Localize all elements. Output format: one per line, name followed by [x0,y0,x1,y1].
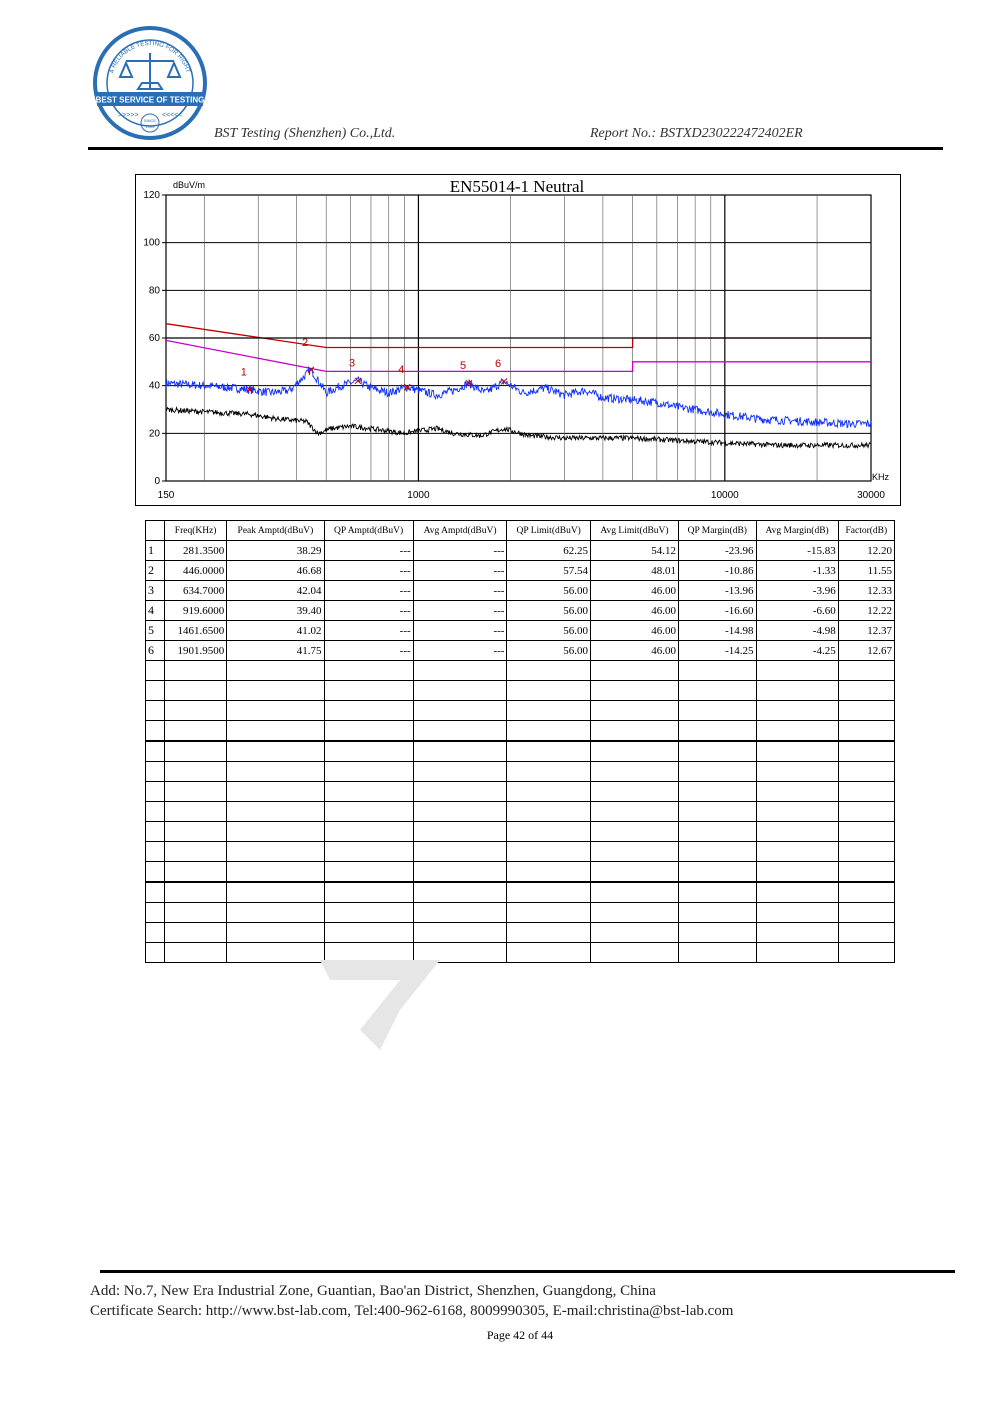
table-cell [838,701,894,721]
table-cell [165,741,227,762]
table-cell [324,681,413,701]
table-cell: 1 [146,541,165,561]
table-cell [324,741,413,762]
table-cell: 42.04 [227,581,324,601]
table-cell [324,782,413,802]
table-cell: -6.60 [756,601,838,621]
table-cell: --- [324,621,413,641]
table-cell: --- [413,621,507,641]
table-cell [838,802,894,822]
table-cell [756,842,838,862]
table-cell [324,762,413,782]
table-cell [838,862,894,883]
table-cell: 11.55 [838,561,894,581]
table-cell [165,822,227,842]
table-cell [324,802,413,822]
table-cell [507,842,590,862]
table-cell [756,903,838,923]
table-cell [590,741,678,762]
column-header: Peak Amptd(dBuV) [227,521,324,541]
table-cell [679,721,757,742]
table-cell [227,822,324,842]
header-divider [88,147,943,150]
table-cell [413,661,507,681]
table-cell [756,802,838,822]
table-cell: --- [324,561,413,581]
table-cell [165,923,227,943]
table-row-empty [146,701,895,721]
table-cell: 48.01 [590,561,678,581]
column-header: QP Margin(dB) [679,521,757,541]
table-cell [227,681,324,701]
table-cell [413,721,507,742]
table-cell [146,923,165,943]
table-row-empty [146,822,895,842]
table-cell: 46.68 [227,561,324,581]
table-cell [679,903,757,923]
chart-title: EN55014-1 Neutral [449,177,585,196]
table-cell: --- [324,541,413,561]
table-cell [838,661,894,681]
table-cell [507,882,590,903]
table-cell: -4.98 [756,621,838,641]
table-cell [838,943,894,963]
table-cell [756,943,838,963]
table-cell [679,741,757,762]
table-cell: --- [324,601,413,621]
table-cell [590,762,678,782]
table-row-empty [146,943,895,963]
svg-text:2005: 2005 [145,124,155,129]
table-row-empty [146,842,895,862]
table-cell [590,701,678,721]
table-cell [227,802,324,822]
table-cell [146,681,165,701]
table-cell [590,661,678,681]
svg-text:A RELIABLE TESTING FOR RIGHT: A RELIABLE TESTING FOR RIGHT [108,39,192,75]
table-row [146,641,895,661]
table-cell [227,721,324,742]
table-cell [507,923,590,943]
x-tick-label: 150 [157,490,175,501]
table-cell [227,701,324,721]
table-cell [146,661,165,681]
svg-text:<<<<<: <<<<< [162,112,183,119]
x-tick-label: 10000 [710,490,739,501]
table-cell [838,842,894,862]
table-cell [324,721,413,742]
table-cell [590,862,678,883]
table-cell [165,943,227,963]
table-cell [146,943,165,963]
table-cell: 46.00 [590,621,678,641]
table-cell [324,842,413,862]
table-cell [590,903,678,923]
svg-text:BEST SERVICE OF TESTING: BEST SERVICE OF TESTING [95,95,205,105]
table-cell: 634.7000 [165,581,227,601]
table-cell [227,862,324,883]
table-cell: 57.54 [507,561,590,581]
table-cell [324,903,413,923]
chart-ylabel: dBuV/m [173,180,206,190]
table-cell [838,882,894,903]
table-cell [227,782,324,802]
table-cell: --- [413,561,507,581]
table-cell [165,762,227,782]
table-cell [507,802,590,822]
table-cell [756,661,838,681]
column-header: Factor(dB) [838,521,894,541]
table-cell: 4 [146,601,165,621]
table-row-empty [146,862,895,883]
table-row-empty [146,782,895,802]
table-row-empty [146,923,895,943]
table-cell: 56.00 [507,581,590,601]
table-cell [679,822,757,842]
table-cell [838,681,894,701]
marker-label: 3 [348,357,356,370]
table-cell [507,862,590,883]
table-row [146,561,895,581]
table-cell: 54.12 [590,541,678,561]
marker-label: 5 [459,359,467,372]
table-cell [756,862,838,883]
results-table-wrapper [145,520,895,963]
table-row [146,581,895,601]
table-cell [756,681,838,701]
marker-label: 2 [301,336,309,349]
table-cell [227,661,324,681]
table-cell: 62.25 [507,541,590,561]
table-cell [590,802,678,822]
table-cell [165,782,227,802]
table-cell [590,681,678,701]
table-cell [838,923,894,943]
table-cell [165,882,227,903]
table-cell: 46.00 [590,601,678,621]
column-header: QP Limit(dBuV) [507,521,590,541]
y-tick-label: 20 [148,428,160,440]
table-cell [679,943,757,963]
table-row-empty [146,681,895,701]
table-cell: -4.25 [756,641,838,661]
table-cell [507,701,590,721]
table-cell: 12.20 [838,541,894,561]
table-cell [146,822,165,842]
table-cell [146,701,165,721]
table-cell [756,741,838,762]
table-cell [165,842,227,862]
y-tick-label: 60 [148,333,160,344]
certificate-contact: Certificate Search: http://www.bst-lab.com, Tel:400-962-6168, 8009990305, E-mail:christina@bst-lab.com [90,1303,734,1319]
table-cell [507,903,590,923]
table-cell: 6 [146,641,165,661]
table-cell [413,782,507,802]
column-header: Avg Margin(dB) [756,521,838,541]
table-cell [413,762,507,782]
table-cell [227,842,324,862]
table-cell: 12.67 [838,641,894,661]
results-table [145,520,895,963]
table-cell [146,862,165,883]
table-cell [507,661,590,681]
column-header: QP Amptd(dBuV) [324,521,413,541]
column-header [146,521,165,541]
table-cell [507,782,590,802]
table-cell: -13.96 [679,581,757,601]
table-row-empty [146,661,895,681]
column-header: Freq(KHz) [165,521,227,541]
x-tick-label: 1000 [407,490,430,501]
limit-line [166,340,871,371]
limit-line [166,324,871,348]
table-cell [679,923,757,943]
table-cell [679,762,757,782]
table-row [146,541,895,561]
table-cell: 12.37 [838,621,894,641]
table-cell: 46.00 [590,641,678,661]
table-cell [165,661,227,681]
table-cell [679,701,757,721]
table-cell [227,762,324,782]
marker-label: 1 [240,366,247,379]
table-cell [413,822,507,842]
y-tick-label: 120 [143,190,160,201]
chart-ticks [143,190,885,501]
table-cell [413,681,507,701]
table-cell [756,822,838,842]
page-number: Page 42 of 44 [486,1328,554,1342]
table-body [146,541,895,963]
table-cell [507,721,590,742]
table-cell [679,842,757,862]
table-cell [679,681,757,701]
table-cell [146,903,165,923]
table-cell [507,762,590,782]
table-cell [507,943,590,963]
table-row-empty [146,741,895,762]
table-cell [590,721,678,742]
table-cell [590,943,678,963]
table-cell [590,882,678,903]
table-cell [679,782,757,802]
marker-label: 4 [398,363,405,376]
y-tick-label: 80 [148,285,160,297]
table-cell: 56.00 [507,601,590,621]
table-cell: 1461.6500 [165,621,227,641]
table-cell [679,882,757,903]
table-row-empty [146,882,895,903]
table-cell: -10.86 [679,561,757,581]
table-cell [679,661,757,681]
table-cell [413,862,507,883]
chart-xunit: KHz [872,472,890,482]
y-tick-label: 0 [154,476,160,487]
table-cell: -14.25 [679,641,757,661]
table-cell: 41.02 [227,621,324,641]
table-cell [324,882,413,903]
table-row-empty [146,721,895,742]
table-cell [590,822,678,842]
table-cell [165,721,227,742]
table-cell [590,842,678,862]
table-cell: --- [413,601,507,621]
table-cell [590,782,678,802]
table-cell [679,802,757,822]
table-cell [838,721,894,742]
table-cell [146,882,165,903]
footer-divider [100,1270,955,1273]
table-cell: -14.98 [679,621,757,641]
table-cell: 46.00 [590,581,678,601]
table-cell [227,923,324,943]
table-cell: 12.22 [838,601,894,621]
table-cell: --- [413,541,507,561]
table-cell [324,701,413,721]
table-cell [413,802,507,822]
emission-chart [135,174,901,506]
column-header: Avg Amptd(dBuV) [413,521,507,541]
table-cell [165,681,227,701]
chart-limit-lines [166,324,871,372]
table-cell [227,903,324,923]
table-cell [146,762,165,782]
svg-text:SINCE: SINCE [143,118,157,123]
table-cell: 56.00 [507,621,590,641]
table-cell [756,701,838,721]
table-cell: 12.33 [838,581,894,601]
table-row-empty [146,903,895,923]
measurement-series [166,408,871,448]
table-cell: 446.0000 [165,561,227,581]
table-cell: 919.6000 [165,601,227,621]
table-cell [413,903,507,923]
table-cell [838,903,894,923]
y-tick-label: 100 [143,237,160,249]
table-cell [324,661,413,681]
table-cell [756,782,838,802]
table-cell: 38.29 [227,541,324,561]
table-cell [679,862,757,883]
table-cell [227,882,324,903]
svg-text:>>>>>: >>>>> [118,112,139,119]
y-tick-label: 40 [148,380,160,392]
table-cell: 41.75 [227,641,324,661]
table-cell: 39.40 [227,601,324,621]
table-cell [413,842,507,862]
table-cell [838,822,894,842]
chart-canvas [136,175,900,505]
table-cell [324,822,413,842]
table-cell [590,923,678,943]
table-cell [507,822,590,842]
column-header: Avg Limit(dBuV) [590,521,678,541]
company-logo [92,25,208,143]
table-cell: 2 [146,561,165,581]
watermark-shape [300,960,460,1060]
table-row-empty [146,802,895,822]
table-cell [413,882,507,903]
chart-series [166,368,871,448]
table-row [146,621,895,641]
x-tick-label: 30000 [857,490,885,501]
table-cell [838,741,894,762]
table-cell: --- [324,581,413,601]
table-row-empty [146,762,895,782]
table-row [146,601,895,621]
table-cell [756,923,838,943]
table-cell [146,842,165,862]
table-cell [413,701,507,721]
table-cell [165,903,227,923]
table-cell [413,741,507,762]
table-cell [324,923,413,943]
company-address: Add: No.7, New Era Industrial Zone, Guantian, Bao'an District, Shenzhen, Guangdong, China [90,1283,656,1299]
table-cell [165,802,227,822]
table-cell [838,762,894,782]
table-cell: -15.83 [756,541,838,561]
table-cell [165,862,227,883]
table-cell [838,782,894,802]
table-cell: 56.00 [507,641,590,661]
table-cell [146,802,165,822]
table-cell [756,882,838,903]
table-cell: --- [413,581,507,601]
table-cell [146,721,165,742]
table-cell [165,701,227,721]
table-cell: --- [324,641,413,661]
table-cell: -3.96 [756,581,838,601]
table-cell: -1.33 [756,561,838,581]
company-name: BST Testing (Shenzhen) Co.,Ltd. [214,126,396,141]
table-cell [146,782,165,802]
table-cell: 5 [146,621,165,641]
marker-label: 6 [494,358,502,371]
table-cell: -16.60 [679,601,757,621]
table-cell: --- [413,641,507,661]
table-cell [324,862,413,883]
table-cell: 1901.9500 [165,641,227,661]
table-cell [227,741,324,762]
report-number: Report No.: BSTXD230222472402ER [590,126,803,141]
table-cell [507,741,590,762]
table-cell [756,762,838,782]
table-cell [756,721,838,742]
table-cell [146,741,165,762]
table-cell: -23.96 [679,541,757,561]
table-cell: 281.3500 [165,541,227,561]
table-header-row [146,521,895,541]
table-cell [413,923,507,943]
table-cell [507,681,590,701]
table-cell: 3 [146,581,165,601]
